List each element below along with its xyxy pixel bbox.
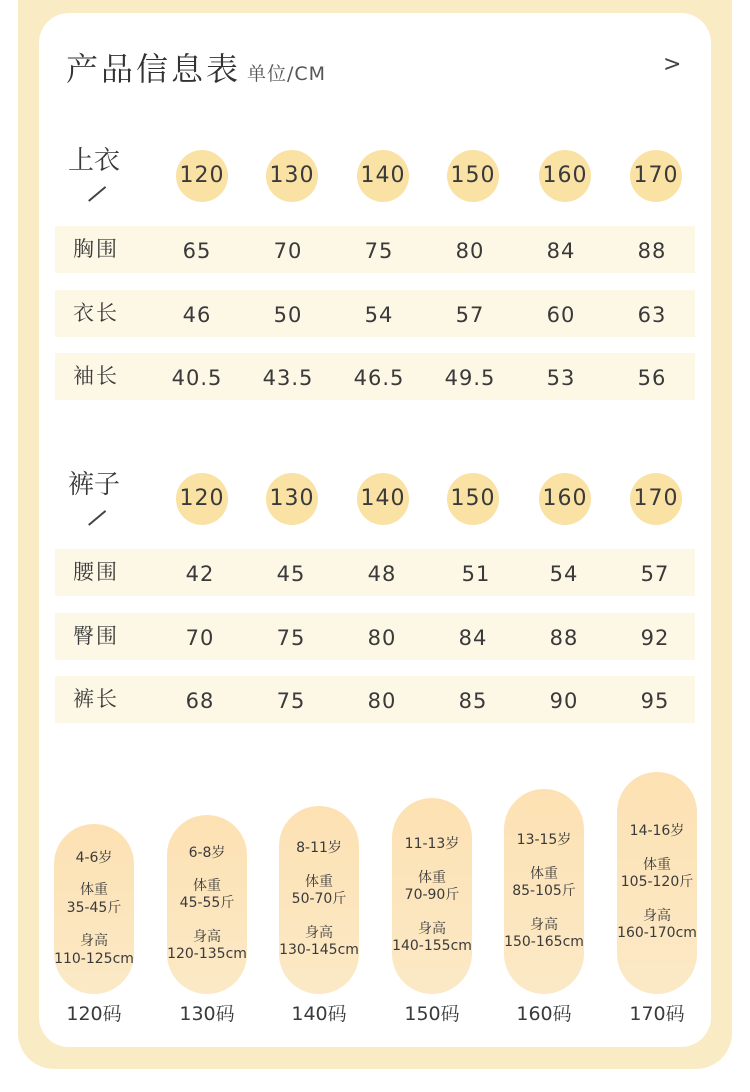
table-cell: 92 bbox=[640, 626, 670, 650]
weight-label: 体重 bbox=[643, 857, 671, 873]
size-guide-pill bbox=[167, 815, 247, 994]
table-cell: 88 bbox=[549, 626, 579, 650]
weight-label: 体重 bbox=[418, 870, 446, 886]
weight-range: 50-70斤 bbox=[291, 891, 347, 907]
table-row bbox=[55, 226, 695, 273]
height-range: 160-170cm bbox=[617, 925, 697, 941]
table-cell: 50 bbox=[273, 303, 303, 327]
table-cell: 56 bbox=[637, 366, 667, 390]
age-range: 8-11岁 bbox=[296, 840, 342, 856]
row-label: 袖长 bbox=[73, 364, 119, 388]
size-guide-pill bbox=[392, 798, 472, 994]
table-cell: 63 bbox=[637, 303, 667, 327]
height-label: 身高 bbox=[530, 917, 558, 933]
table-cell: 51 bbox=[461, 562, 491, 586]
size-code: 160码 bbox=[516, 1003, 572, 1025]
height-label: 身高 bbox=[80, 933, 108, 949]
size-circle: 140 bbox=[357, 473, 409, 525]
weight-range: 35-45斤 bbox=[66, 900, 122, 916]
height-label: 身高 bbox=[305, 925, 333, 941]
age-range: 4-6岁 bbox=[75, 850, 113, 866]
table-cell: 57 bbox=[455, 303, 485, 327]
size-circle: 170 bbox=[630, 150, 682, 202]
table-cell: 42 bbox=[185, 562, 215, 586]
table-cell: 60 bbox=[546, 303, 576, 327]
table-cell: 75 bbox=[276, 626, 306, 650]
size-guide-pill bbox=[279, 806, 359, 994]
table-cell: 75 bbox=[276, 689, 306, 713]
table-row bbox=[55, 353, 695, 400]
size-code: 150码 bbox=[404, 1003, 460, 1025]
weight-range: 45-55斤 bbox=[179, 895, 235, 911]
size-code: 130码 bbox=[179, 1003, 235, 1025]
age-range: 14-16岁 bbox=[629, 823, 685, 839]
size-circle: 140 bbox=[357, 150, 409, 202]
weight-range: 105-120斤 bbox=[620, 874, 694, 890]
size-guide-pill bbox=[504, 789, 584, 994]
row-label: 裤长 bbox=[73, 687, 119, 711]
table-cell: 88 bbox=[637, 239, 667, 263]
height-label: 身高 bbox=[418, 921, 446, 937]
table-cell: 49.5 bbox=[444, 366, 496, 390]
weight-range: 70-90斤 bbox=[404, 887, 460, 903]
table-cell: 75 bbox=[364, 239, 394, 263]
size-code: 120码 bbox=[66, 1003, 122, 1025]
age-range: 13-15岁 bbox=[516, 832, 572, 848]
height-range: 130-145cm bbox=[279, 942, 359, 958]
table-cell: 40.5 bbox=[171, 366, 223, 390]
table-cell: 80 bbox=[455, 239, 485, 263]
table-cell: 46.5 bbox=[353, 366, 405, 390]
section-label-pants: 裤子 bbox=[68, 470, 121, 500]
size-guide-pill bbox=[54, 824, 134, 994]
row-label: 衣长 bbox=[73, 301, 119, 325]
weight-label: 体重 bbox=[80, 882, 108, 898]
row-label: 臀围 bbox=[73, 624, 119, 648]
table-row bbox=[55, 676, 695, 723]
row-label: 胸围 bbox=[73, 237, 119, 261]
table-cell: 54 bbox=[364, 303, 394, 327]
table-cell: 90 bbox=[549, 689, 579, 713]
table-cell: 54 bbox=[549, 562, 579, 586]
weight-label: 体重 bbox=[193, 878, 221, 894]
size-circle: 170 bbox=[630, 473, 682, 525]
unit-label: 单位/CM bbox=[247, 63, 327, 85]
table-cell: 45 bbox=[276, 562, 306, 586]
size-circle: 120 bbox=[176, 473, 228, 525]
size-circle: 150 bbox=[447, 473, 499, 525]
table-cell: 46 bbox=[182, 303, 212, 327]
table-cell: 85 bbox=[458, 689, 488, 713]
size-circle: 160 bbox=[539, 150, 591, 202]
weight-label: 体重 bbox=[530, 866, 558, 882]
weight-label: 体重 bbox=[305, 874, 333, 890]
weight-range: 85-105斤 bbox=[512, 883, 576, 899]
size-circle: 160 bbox=[539, 473, 591, 525]
table-cell: 65 bbox=[182, 239, 212, 263]
table-cell: 57 bbox=[640, 562, 670, 586]
age-range: 6-8岁 bbox=[188, 845, 226, 861]
size-code: 170码 bbox=[629, 1003, 685, 1025]
table-cell: 43.5 bbox=[262, 366, 314, 390]
table-row bbox=[55, 613, 695, 660]
table-cell: 84 bbox=[458, 626, 488, 650]
size-code: 140码 bbox=[291, 1003, 347, 1025]
header bbox=[66, 44, 326, 94]
height-label: 身高 bbox=[193, 929, 221, 945]
row-label: 腰围 bbox=[73, 560, 119, 584]
page-title: 产品信息表 bbox=[66, 50, 242, 88]
table-row bbox=[55, 549, 695, 596]
height-range: 120-135cm bbox=[167, 946, 247, 962]
table-cell: 70 bbox=[185, 626, 215, 650]
table-cell: 95 bbox=[640, 689, 670, 713]
height-range: 110-125cm bbox=[54, 951, 134, 967]
table-cell: 70 bbox=[273, 239, 303, 263]
size-circle: 130 bbox=[266, 150, 318, 202]
height-label: 身高 bbox=[643, 908, 671, 924]
size-circle: 130 bbox=[266, 473, 318, 525]
age-range: 11-13岁 bbox=[404, 836, 460, 852]
chevron-right-icon[interactable]: > bbox=[663, 52, 682, 77]
height-range: 140-155cm bbox=[392, 938, 472, 954]
size-circle: 150 bbox=[447, 150, 499, 202]
table-row bbox=[55, 290, 695, 337]
height-range: 150-165cm bbox=[504, 934, 584, 950]
table-cell: 80 bbox=[367, 626, 397, 650]
table-cell: 48 bbox=[367, 562, 397, 586]
size-circle: 120 bbox=[176, 150, 228, 202]
table-cell: 84 bbox=[546, 239, 576, 263]
table-cell: 68 bbox=[185, 689, 215, 713]
table-cell: 53 bbox=[546, 366, 576, 390]
size-guide-pill bbox=[617, 772, 697, 994]
section-label-top: 上衣 bbox=[68, 146, 121, 176]
table-cell: 80 bbox=[367, 689, 397, 713]
